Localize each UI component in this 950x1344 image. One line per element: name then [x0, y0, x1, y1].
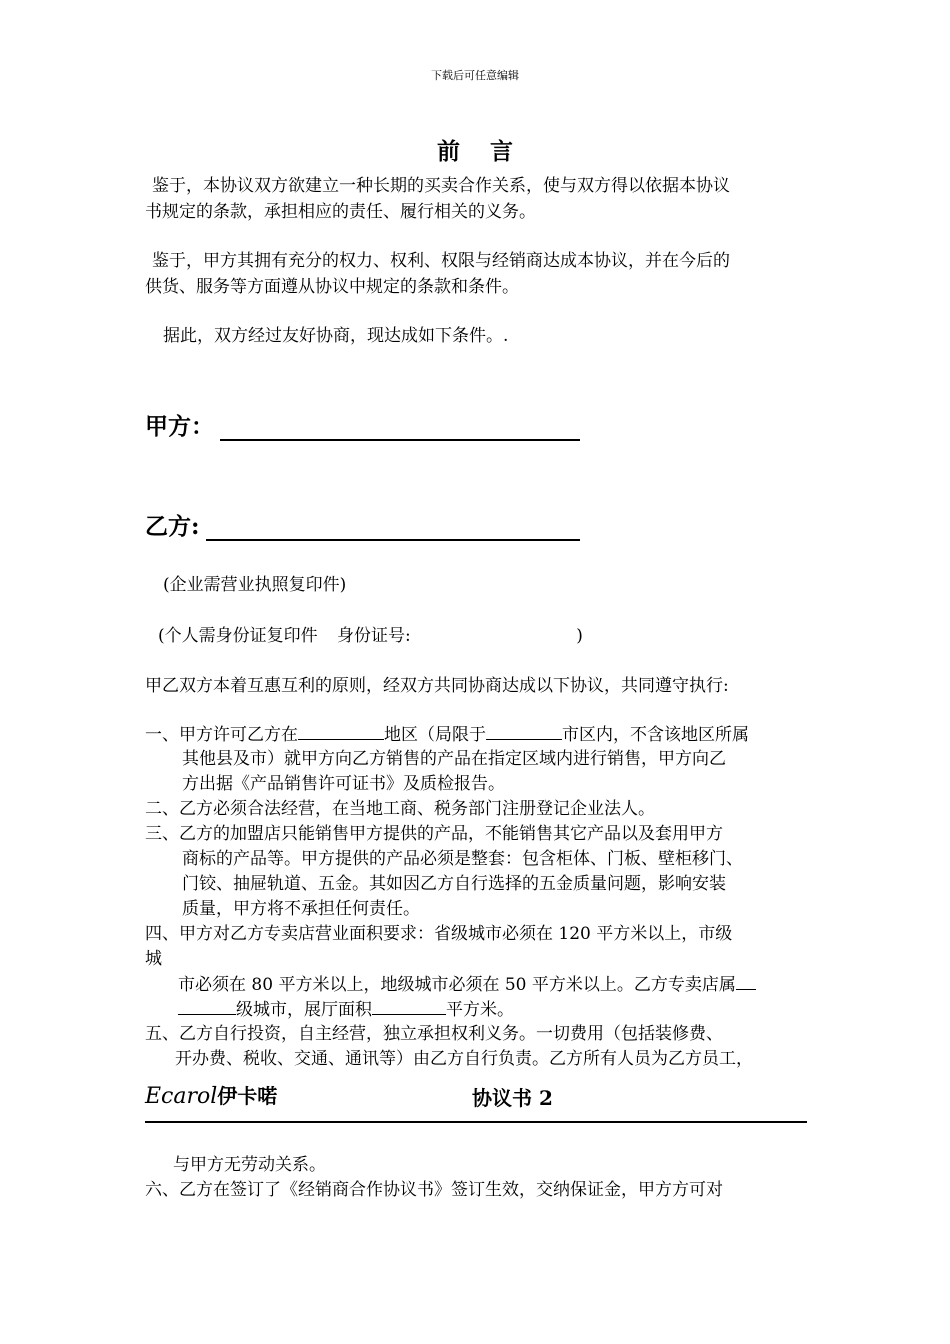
clause-line: 城: [145, 949, 162, 969]
clause-text: 市必须在 80 平方米以上，地级城市必须在 50 平方米以上。乙方专卖店属: [178, 975, 736, 995]
area-blank[interactable]: [372, 997, 446, 1015]
id-copy-note: (个人需身份证复印件: [158, 626, 318, 646]
footer-brand: [145, 1080, 277, 1109]
clause-line: 五、乙方自行投资，自主经营，独立承担权利义务。一切费用（包括装修费、: [145, 1024, 723, 1044]
clause-text: 地区（局限于: [384, 725, 486, 745]
footer-doc-title: 协议书 2: [472, 1086, 553, 1110]
region-blank[interactable]: [298, 722, 384, 740]
clause-line: 六、乙方在签订了《经销商合作协议书》签订生效，交纳保证金，甲方方可对: [145, 1180, 723, 1200]
clause-line: 方出据《产品销售许可证书》及质检报告。: [182, 774, 505, 794]
clause-line: 与甲方无劳动关系。: [173, 1155, 326, 1175]
preface-line: 据此，双方经过友好协商，现达成如下条件。.: [163, 326, 509, 346]
party-a-row: [145, 408, 580, 441]
brand-latin: Ecarol: [145, 1084, 218, 1109]
intro-text: 甲乙双方本着互惠互利的原则，经双方共同协商达成以下协议，共同遵守执行:: [145, 676, 729, 696]
id-number-label: 身份证号:: [337, 626, 411, 646]
clause-line: 三、乙方的加盟店只能销售甲方提供的产品，不能销售其它产品以及套用甲方: [145, 824, 723, 844]
party-a-field[interactable]: [220, 417, 580, 441]
clause-text: 市区内，不含该地区所属: [562, 725, 749, 745]
footer-divider: [145, 1121, 807, 1123]
license-note: (企业需营业执照复印件): [163, 575, 347, 595]
clause-line: 质量，甲方将不承担任何责任。: [182, 899, 420, 919]
party-b-row: [145, 508, 580, 541]
clause-line: 门铰、抽屉轨道、五金。其如因乙方自行选择的五金质量问题，影响安装: [182, 874, 726, 894]
clause-line: 其他县及市）就甲方向乙方销售的产品在指定区域内进行销售，甲方向乙: [182, 749, 726, 769]
party-b-field[interactable]: [206, 517, 580, 541]
preface-line: 书规定的条款，承担相应的责任、履行相关的义务。: [145, 202, 536, 222]
clause-text: 一、甲方许可乙方在: [145, 725, 298, 745]
page-title: 前言: [437, 138, 543, 165]
clause-1-line: [145, 722, 749, 747]
clause-4-line-4: [178, 997, 514, 1022]
city-blank[interactable]: [486, 722, 562, 740]
brand-cn: 伊卡喏: [217, 1084, 278, 1108]
preface-line: 供货、服务等方面遵从协议中规定的条款和条件。: [145, 277, 519, 297]
city-level-blank[interactable]: [178, 997, 236, 1015]
header-note: 下载后可任意编辑: [431, 69, 519, 82]
clause-line: 二、乙方必须合法经营，在当地工商、税务部门注册登记企业法人。: [145, 799, 655, 819]
clause-text: 级城市，展厅面积: [236, 1000, 372, 1020]
id-close-paren: ): [576, 626, 583, 646]
clause-line: 开办费、税收、交通、通讯等）由乙方自行负责。乙方所有人员为乙方员工，: [175, 1049, 753, 1069]
clause-line: 商标的产品等。甲方提供的产品必须是整套：包含柜体、门板、壁柜移门、: [182, 849, 743, 869]
clause-text: 平方米。: [446, 1000, 514, 1020]
party-b-label: 乙方:: [145, 513, 200, 540]
clause-line: 四、甲方对乙方专卖店营业面积要求：省级城市必须在 120 平方米以上，市级: [145, 924, 733, 944]
clause-4-line-3: [178, 972, 756, 997]
party-a-label: 甲方：: [145, 413, 214, 440]
preface-line: 鉴于，甲方其拥有充分的权力、权利、权限与经销商达成本协议，并在今后的: [152, 251, 730, 271]
preface-line: 鉴于，本协议双方欲建立一种长期的买卖合作关系，使与双方得以依据本协议: [152, 176, 730, 196]
id-note-row: [158, 624, 583, 648]
store-level-blank[interactable]: [736, 972, 756, 990]
